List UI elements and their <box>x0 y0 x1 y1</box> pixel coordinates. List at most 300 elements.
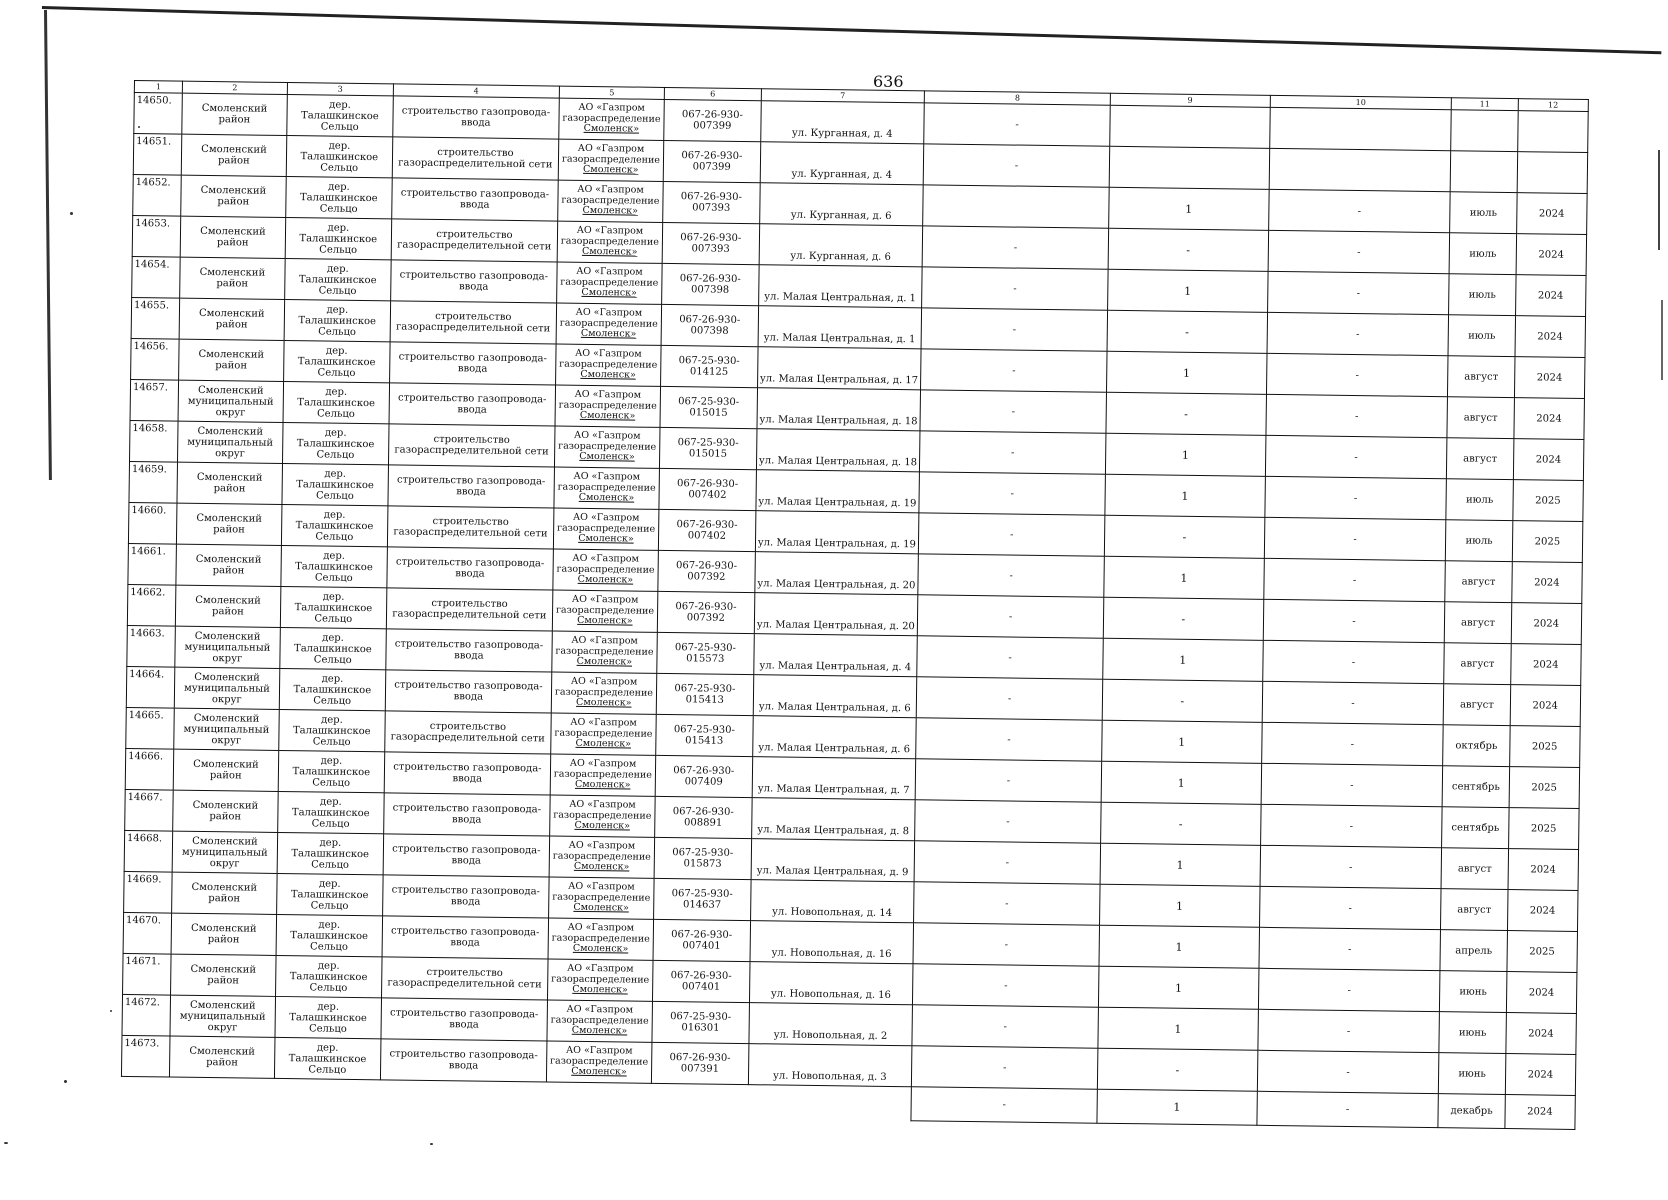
column-10-cell: - <box>1265 435 1447 478</box>
row-number: 14659. <box>129 461 178 503</box>
scan-speck <box>70 212 73 215</box>
empty-cell <box>747 1085 911 1121</box>
address-cell: ул. Малая Центральная, д. 19 <box>755 511 919 554</box>
year-cell: 2024 <box>1513 439 1584 481</box>
document-sheet <box>121 80 1589 1130</box>
year-cell: 2025 <box>1512 521 1583 563</box>
organization-line: АО «Газпром <box>565 1044 633 1057</box>
year-cell: 2024 <box>1505 1054 1576 1096</box>
column-10-cell: - <box>1257 1050 1439 1093</box>
column-8-cell: - <box>921 308 1107 351</box>
cadastral-number-cell: 067-26-930-007402 <box>659 468 756 510</box>
organization-cell <box>556 303 662 345</box>
row-number: 14663. <box>127 625 176 667</box>
row-number: 14667. <box>125 789 174 831</box>
year-cell: 2024 <box>1506 972 1577 1014</box>
row-number: 14660. <box>128 502 177 544</box>
month-cell <box>1451 110 1518 152</box>
register-table <box>121 80 1589 1130</box>
column-10-cell: - <box>1262 640 1444 683</box>
column-9-cell: 1 <box>1105 474 1265 517</box>
organization-line: газораспределение <box>560 235 659 248</box>
organization-line: газораспределение <box>558 399 657 412</box>
month-cell: апрель <box>1440 930 1507 972</box>
work-type-cell: строительство газопровода-ввода <box>387 547 553 590</box>
organization-line: АО «Газпром <box>575 348 642 360</box>
scan-edge-left <box>44 10 52 480</box>
organization-line: Смоленск» <box>580 369 636 381</box>
organization-cell <box>557 180 663 222</box>
column-number: 10 <box>1270 95 1452 109</box>
cadastral-number-cell: 067-25-930-015873 <box>654 837 751 879</box>
column-9-cell: 1 <box>1106 351 1266 394</box>
district-cell: Смоленский муниципальный округ <box>178 421 283 463</box>
column-9-cell: - <box>1107 310 1267 353</box>
organization-line: АО «Газпром <box>577 184 644 196</box>
column-10-cell: - <box>1260 804 1442 847</box>
work-type-cell: строительство газопровода-ввода <box>384 793 550 836</box>
column-10-cell: - <box>1259 927 1441 970</box>
organization-line: АО «Газпром <box>570 717 637 729</box>
organization-line: Смоленск» <box>578 533 634 545</box>
scan-edge-right-lower <box>1661 300 1663 380</box>
cadastral-number-cell: 067-25-930-014125 <box>661 345 758 387</box>
organization-cell <box>552 631 658 673</box>
organization-cell <box>558 139 664 181</box>
column-8-cell: - <box>917 636 1103 679</box>
column-9-cell <box>1109 146 1269 189</box>
cadastral-number-cell: 067-26-930-007402 <box>659 509 756 551</box>
settlement-cell: дер. Талашкинское Сельцо <box>285 217 392 259</box>
settlement-cell: дер. Талашкинское Сельцо <box>280 545 387 587</box>
cadastral-number-cell: 067-26-930-007393 <box>662 222 759 264</box>
column-9-cell: - <box>1097 1048 1257 1091</box>
column-9-cell <box>1110 105 1270 148</box>
organization-cell <box>547 1000 653 1042</box>
column-number: 12 <box>1518 99 1589 112</box>
column-8-cell: - <box>919 513 1105 556</box>
year-cell: 2025 <box>1509 726 1580 768</box>
column-10-cell: - <box>1266 394 1448 437</box>
settlement-cell: дер. Талашкинское Сельцо <box>277 791 384 833</box>
address-cell: ул. Курганная, д. 4 <box>760 101 924 144</box>
row-number: 14655. <box>131 297 180 339</box>
organization-line: АО «Газпром <box>569 758 637 770</box>
work-type-cell: строительство газопровода-ввода <box>385 670 551 713</box>
settlement-cell: дер. Талашкинское Сельцо <box>276 914 383 956</box>
district-cell: Смоленский район <box>173 790 278 832</box>
organization-line: АО «Газпром <box>566 1003 634 1016</box>
row-number: 14666. <box>125 748 174 790</box>
empty-cell <box>546 1082 652 1117</box>
district-cell: Смоленский район <box>172 872 277 914</box>
work-type-cell: строительство газопровода-ввода <box>386 629 552 672</box>
column-8-cell: - <box>921 349 1107 392</box>
column-9-cell: 1 <box>1098 1007 1258 1050</box>
organization-line: Смоленск» <box>576 656 633 668</box>
work-type-cell: строительство газораспределительной сети <box>387 506 553 549</box>
row-number: 14670. <box>123 912 172 954</box>
work-type-cell: строительство газораспределительной сети <box>386 588 552 631</box>
scan-speck <box>138 126 140 128</box>
column-8-cell: - <box>920 390 1106 433</box>
address-cell: ул. Новопольная, д. 16 <box>749 962 913 1005</box>
organization-cell <box>558 98 664 140</box>
empty-cell <box>121 1076 170 1111</box>
cadastral-number-cell: 067-26-930-007398 <box>662 263 759 305</box>
empty-cell <box>169 1077 274 1112</box>
year-cell: 2024 <box>1511 603 1582 645</box>
organization-cell <box>557 221 663 263</box>
district-cell: Смоленский район <box>171 913 276 955</box>
column-8-cell: - <box>912 1046 1098 1089</box>
settlement-cell: дер. Талашкинское Сельцо <box>286 135 393 177</box>
address-cell: ул. Малая Центральная, д. 9 <box>751 839 915 882</box>
organization-line: АО «Газпром <box>567 921 635 934</box>
month-cell: август <box>1445 602 1512 644</box>
cadastral-number-cell: 067-25-930-014637 <box>654 878 751 920</box>
organization-line: АО «Газпром <box>573 471 641 483</box>
column-9-cell: - <box>1102 679 1262 722</box>
column-8-cell: - <box>920 431 1106 474</box>
column-8-cell: - <box>913 964 1099 1007</box>
organization-line: Смоленск» <box>573 861 630 873</box>
work-type-cell: строительство газопровода-ввода <box>384 752 550 795</box>
cadastral-number-cell: 067-26-930-007399 <box>664 99 761 141</box>
column-9-cell: 1 <box>1108 269 1268 312</box>
organization-cell <box>552 590 658 632</box>
organization-cell <box>555 385 661 427</box>
column-10-cell: - <box>1267 271 1449 314</box>
organization-line: АО «Газпром <box>567 962 634 975</box>
organization-line: АО «Газпром <box>577 143 645 155</box>
column-9-cell: 1 <box>1100 843 1260 886</box>
column-10-cell: - <box>1261 763 1443 806</box>
work-type-cell: строительство газораспределительной сети <box>390 301 556 344</box>
address-cell: ул. Малая Центральная, д. 20 <box>754 552 918 595</box>
work-type-cell: строительство газопровода-ввода <box>382 916 548 959</box>
column-10-cell: - <box>1263 558 1445 601</box>
cadastral-number-cell: 067-25-930-016301 <box>652 1001 749 1043</box>
month-cell: август <box>1447 397 1514 439</box>
year-cell: 2024 <box>1516 193 1587 235</box>
organization-line: АО «Газпром <box>571 594 639 606</box>
settlement-cell: дер. Талашкинское Сельцо <box>283 340 390 382</box>
column-9-cell: 1 <box>1105 433 1265 476</box>
settlement-cell: дер. Талашкинское Сельцо <box>282 463 389 505</box>
district-cell: Смоленский муниципальный округ <box>178 380 283 422</box>
district-cell: Смоленский район <box>176 544 281 586</box>
row-number: 14673. <box>121 1035 170 1077</box>
organization-line: АО «Газпром <box>574 389 642 401</box>
organization-line: газораспределение <box>553 809 652 822</box>
empty-cell <box>380 1080 546 1116</box>
address-cell: ул. Новопольная, д. 2 <box>748 1003 912 1046</box>
scan-speck <box>4 1142 8 1144</box>
column-9-cell: 1 <box>1099 925 1259 968</box>
organization-line: АО «Газпром <box>571 635 638 647</box>
year-cell: 2024 <box>1510 644 1581 686</box>
empty-cell <box>274 1078 381 1113</box>
row-number: 14654. <box>132 256 181 298</box>
district-cell: Смоленский муниципальный округ <box>174 667 279 709</box>
row-number: 14657. <box>130 379 179 421</box>
organization-line: АО «Газпром <box>568 881 635 893</box>
year-cell: 2025 <box>1512 480 1583 522</box>
column-8-cell: - <box>915 759 1101 802</box>
organization-line: газораспределение <box>554 686 654 699</box>
column-10-cell <box>1269 107 1451 150</box>
organization-line: газораспределение <box>552 891 651 904</box>
district-cell: Смоленский район <box>173 749 278 791</box>
organization-line: Смоленск» <box>573 902 629 914</box>
settlement-cell: дер. Талашкинское Сельцо <box>283 381 390 423</box>
column-8-cell: - <box>916 718 1102 761</box>
column-9-cell: 1 <box>1101 761 1261 804</box>
column-8-cell: - <box>912 1005 1098 1048</box>
work-type-cell: строительство газораспределительной сети <box>385 711 551 754</box>
organization-line: Смоленск» <box>574 779 631 791</box>
work-type-cell: строительство газораспределительной сети <box>391 219 557 262</box>
organization-line: Смоленск» <box>577 615 633 627</box>
settlement-cell: дер. Талашкинское Сельцо <box>275 955 382 997</box>
organization-line: АО «Газпром <box>572 512 640 524</box>
cadastral-number-cell: 067-25-930-015015 <box>660 386 757 428</box>
cadastral-number-cell: 067-25-930-015015 <box>660 427 757 469</box>
empty-cell <box>651 1083 748 1118</box>
organization-line: АО «Газпром <box>576 266 643 278</box>
organization-line: газораспределение <box>550 1014 649 1027</box>
column-8-cell: - <box>919 472 1105 515</box>
organization-line: Смоленск» <box>582 205 639 217</box>
district-cell: Смоленский район <box>171 954 276 996</box>
year-cell: 2024 <box>1505 1095 1576 1130</box>
district-cell: Смоленский район <box>176 585 281 627</box>
table-body <box>121 93 1588 1130</box>
column-10-cell: - <box>1263 599 1445 642</box>
organization-line: АО «Газпром <box>572 553 640 565</box>
organization-line: Смоленск» <box>579 410 636 422</box>
row-number: 14652. <box>133 174 182 216</box>
organization-line: АО «Газпром <box>569 799 636 811</box>
column-9-cell: 1 <box>1098 966 1258 1009</box>
address-cell: ул. Малая Центральная, д. 19 <box>755 470 919 513</box>
row-number: 14664. <box>126 666 175 708</box>
scan-speck <box>430 1143 433 1145</box>
scan-edge-top <box>42 6 1661 54</box>
column-number: 5 <box>559 86 665 99</box>
column-8-cell: - <box>914 841 1100 884</box>
month-cell: август <box>1445 561 1512 603</box>
year-cell <box>1517 111 1588 153</box>
district-cell: Смоленский муниципальный округ <box>170 995 275 1037</box>
organization-line: Смоленск» <box>571 1066 627 1078</box>
column-10-cell: - <box>1268 230 1450 273</box>
column-10-cell: - <box>1267 312 1449 355</box>
year-cell: 2024 <box>1514 398 1585 440</box>
month-cell: июль <box>1448 315 1515 357</box>
settlement-cell: дер. Талашкинское Сельцо <box>278 750 385 792</box>
settlement-cell: дер. Талашкинское Сельцо <box>284 258 391 300</box>
cadastral-number-cell: 067-26-930-007399 <box>663 140 760 182</box>
column-10-cell: - <box>1264 517 1446 560</box>
work-type-cell: строительство газопровода-ввода <box>393 96 559 139</box>
organization-line: АО «Газпром <box>578 102 645 114</box>
year-cell: 2024 <box>1515 275 1586 317</box>
column-8-cell: - <box>916 677 1102 720</box>
organization-line: Смоленск» <box>575 738 632 750</box>
district-cell: Смоленский район <box>170 1036 275 1078</box>
row-number: 14665. <box>126 707 175 749</box>
row-number: 14650. <box>134 93 183 135</box>
work-type-cell: строительство газопровода-ввода <box>390 342 556 385</box>
organization-cell <box>549 795 655 837</box>
district-cell: Смоленский район <box>177 503 282 545</box>
column-10-cell: - <box>1262 681 1444 724</box>
column-9-cell: 1 <box>1103 638 1263 681</box>
work-type-cell: строительство газопровода-ввода <box>391 260 557 303</box>
district-cell: Смоленский район <box>177 462 282 504</box>
month-cell: август <box>1444 643 1511 685</box>
organization-line: газораспределение <box>551 973 650 986</box>
address-cell: ул. Новопольная, д. 3 <box>748 1044 912 1087</box>
column-number: 8 <box>924 91 1110 105</box>
organization-line: газораспределение <box>556 522 656 535</box>
address-cell: ул. Курганная, д. 4 <box>760 142 924 185</box>
settlement-cell: дер. Талашкинское Сельцо <box>275 996 382 1038</box>
organization-line: газораспределение <box>561 153 661 166</box>
work-type-cell: строительство газопровода-ввода <box>388 465 554 508</box>
organization-cell <box>553 549 659 591</box>
organization-line: Смоленск» <box>580 328 637 340</box>
column-10-cell: - <box>1258 1009 1440 1052</box>
column-8-cell: - <box>923 144 1109 187</box>
settlement-cell: дер. Талашкинское Сельцо <box>274 1037 381 1079</box>
cadastral-number-cell: 067-26-930-007392 <box>657 591 754 633</box>
month-cell: июнь <box>1440 971 1507 1013</box>
column-8-cell <box>923 185 1109 228</box>
month-cell: декабрь <box>1438 1094 1505 1129</box>
year-cell <box>1517 152 1588 194</box>
organization-line: газораспределение <box>552 850 651 863</box>
address-cell: ул. Малая Центральная, д. 7 <box>752 757 916 800</box>
page-number: 636 <box>873 72 904 91</box>
month-cell: сентябрь <box>1442 766 1509 808</box>
column-number: 7 <box>761 89 925 103</box>
column-8-cell: - <box>914 882 1100 925</box>
column-9-cell: 1 <box>1104 556 1264 599</box>
cadastral-number-cell: 067-26-930-007398 <box>661 304 758 346</box>
month-cell: июль <box>1449 274 1516 316</box>
cadastral-number-cell: 067-25-930-015413 <box>656 714 753 756</box>
organization-line: Смоленск» <box>572 943 629 955</box>
column-9-cell: 1 <box>1102 720 1262 763</box>
column-number: 3 <box>287 83 394 96</box>
cadastral-number-cell: 067-26-930-008891 <box>655 796 752 838</box>
work-type-cell: строительство газораспределительной сети <box>389 424 555 467</box>
organization-line: газораспределение <box>554 727 653 740</box>
column-number: 11 <box>1452 98 1518 111</box>
district-cell: Смоленский муниципальный округ <box>172 831 277 873</box>
cadastral-number-cell: 067-26-930-007393 <box>663 181 760 223</box>
year-cell: 2024 <box>1516 234 1587 276</box>
district-cell: Смоленский район <box>180 216 285 258</box>
organization-cell <box>554 467 660 509</box>
organization-line: газораспределение <box>553 768 652 781</box>
address-cell: ул. Новопольная, д. 14 <box>750 880 914 923</box>
district-cell: Смоленский район <box>181 175 286 217</box>
column-number: 1 <box>134 81 182 94</box>
organization-cell <box>547 959 653 1001</box>
organization-line: газораспределение <box>558 440 657 453</box>
year-cell: 2024 <box>1505 1013 1576 1055</box>
row-number: 14662. <box>127 584 176 626</box>
address-cell: ул. Малая Центральная, д. 18 <box>756 429 920 472</box>
scan-edge-right <box>1658 150 1660 250</box>
column-number: 6 <box>664 87 761 100</box>
month-cell: июль <box>1446 479 1513 521</box>
address-cell: ул. Малая Центральная, д. 8 <box>751 798 915 841</box>
column-10-cell: - <box>1268 189 1450 232</box>
work-type-cell: строительство газопровода-ввода <box>389 383 555 426</box>
settlement-cell: дер. Талашкинское Сельцо <box>282 422 389 464</box>
address-cell: ул. Курганная, д. 6 <box>759 224 923 267</box>
month-cell: июль <box>1446 520 1513 562</box>
organization-cell <box>549 836 655 878</box>
organization-line: АО «Газпром <box>568 840 636 852</box>
column-9-cell: - <box>1103 597 1263 640</box>
organization-line: Смоленск» <box>574 820 630 832</box>
row-number: 14658. <box>130 420 179 462</box>
column-number: 4 <box>393 84 559 98</box>
organization-line: газораспределение <box>559 358 658 371</box>
row-number: 14653. <box>132 215 181 257</box>
column-8-cell: - <box>924 103 1110 146</box>
column-9-cell: 1 <box>1109 187 1269 230</box>
organization-line: Смоленск» <box>577 574 634 586</box>
organization-line: газораспределение <box>550 1055 649 1068</box>
scan-speck <box>110 1010 112 1012</box>
column-number: 9 <box>1110 93 1270 107</box>
month-cell <box>1451 151 1518 193</box>
month-cell: август <box>1441 889 1508 931</box>
organization-line: Смоленск» <box>572 984 628 996</box>
column-9-cell: 1 <box>1099 884 1259 927</box>
organization-line: АО «Газпром <box>570 676 638 688</box>
column-8-cell: - <box>918 554 1104 597</box>
work-type-cell: строительство газопровода-ввода <box>381 998 547 1041</box>
column-10-cell: - <box>1257 1091 1439 1127</box>
settlement-cell: дер. Талашкинское Сельцо <box>279 668 386 710</box>
cadastral-number-cell: 067-26-930-007391 <box>652 1042 749 1084</box>
row-number: 14671. <box>123 953 172 995</box>
column-number: 2 <box>183 81 288 94</box>
column-9-cell: - <box>1106 392 1266 435</box>
column-10-cell: - <box>1261 722 1443 765</box>
month-cell: август <box>1444 684 1511 726</box>
address-cell: ул. Малая Центральная, д. 6 <box>752 716 916 759</box>
organization-cell <box>555 344 661 386</box>
column-9-cell: - <box>1101 802 1261 845</box>
organization-cell <box>550 754 656 796</box>
address-cell: ул. Новопольная, д. 16 <box>750 921 914 964</box>
month-cell: июль <box>1450 192 1517 234</box>
column-8-cell: - <box>917 595 1103 638</box>
month-cell: октябрь <box>1443 725 1510 767</box>
organization-line: Смоленск» <box>579 451 635 463</box>
column-10-cell: - <box>1259 886 1441 929</box>
settlement-cell: дер. Талашкинское Сельцо <box>280 586 387 628</box>
